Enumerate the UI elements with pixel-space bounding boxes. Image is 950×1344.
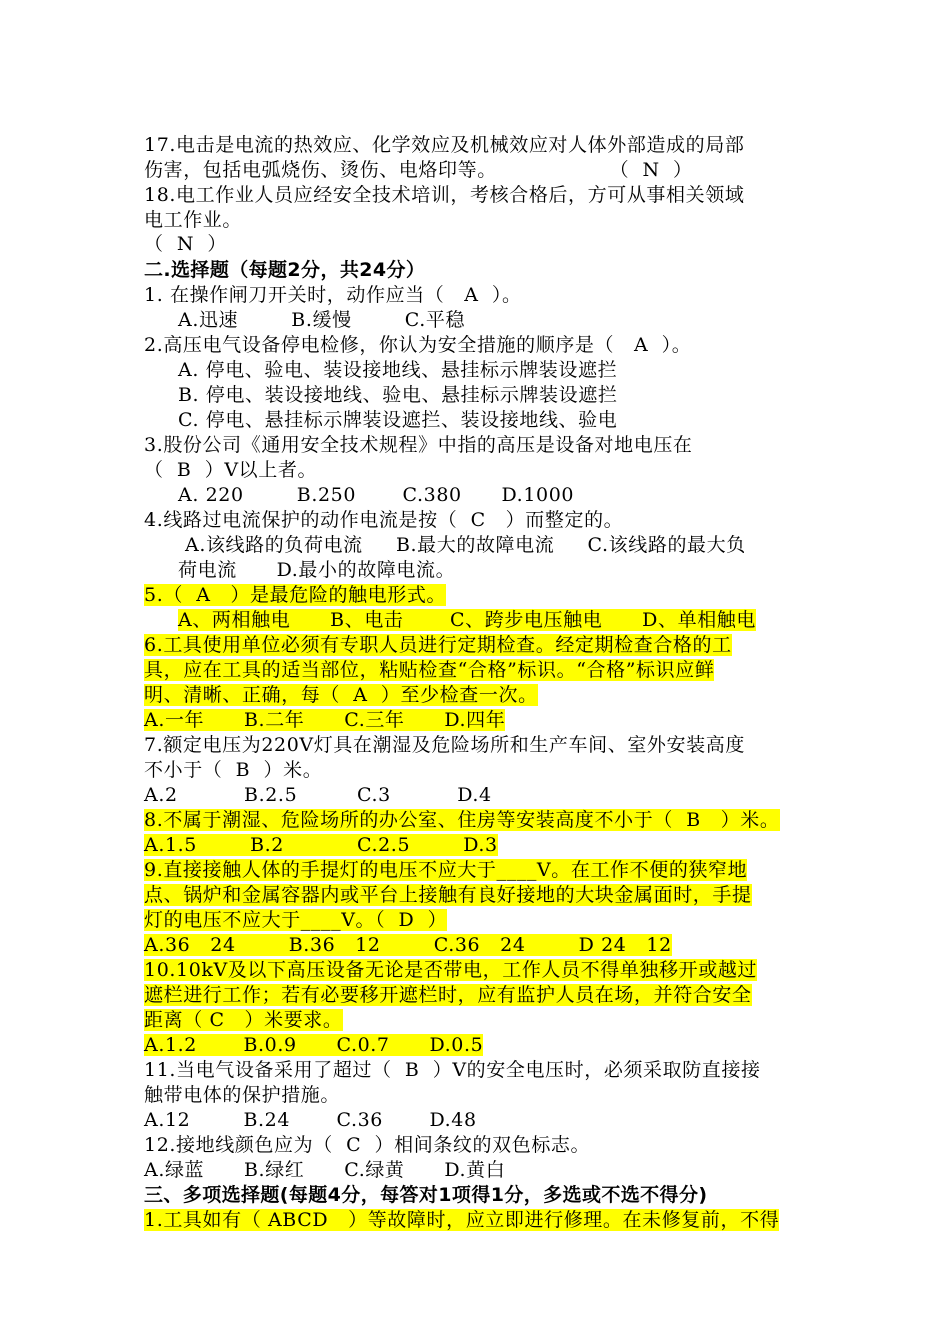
mc3-question-2: （ B ）V以上者。 xyxy=(144,459,318,481)
highlight: A.1.5 B.2 C.2.5 D.3 xyxy=(144,834,498,856)
highlight: 明、清晰、正确，每（ A ）至少检查一次。 xyxy=(144,684,538,706)
mc7-question-2: 不小于（ B ）米。 xyxy=(144,759,323,781)
mc9-options xyxy=(144,933,672,958)
mc2-option-c: C. 停电、悬挂标示牌装设遮拦、装设接地线、验电 xyxy=(178,409,618,431)
highlight: 9.直接接触人体的手提灯的电压不应大于____V。在工作不便的狭窄地 xyxy=(144,859,748,881)
mc6-question-2 xyxy=(144,658,714,683)
highlight: 遮栏进行工作；若有必要移开遮栏时，应有监护人员在场，并符合安全 xyxy=(144,984,752,1006)
q17-line-1: 17.电击是电流的热效应、化学效应及机械效应对人体外部造成的局部 xyxy=(144,134,745,156)
mc3-question-1: 3.股份公司《通用安全技术规程》中指的高压是设备对地电压在 xyxy=(144,434,693,456)
mc6-options xyxy=(144,708,505,733)
mc1-question: 1. 在操作闸刀开关时，动作应当（ A ）。 xyxy=(144,284,522,306)
mc10-options xyxy=(144,1033,483,1058)
mc12-options: A.绿蓝 B.绿红 C.绿黄 D.黄白 xyxy=(144,1159,506,1181)
mc12-question: 12.接地线颜色应为（ C ）相间条纹的双色标志。 xyxy=(144,1134,591,1156)
highlight: 6.工具使用单位必须有专职人员进行定期检查。经定期检查合格的工 xyxy=(144,634,732,656)
mc10-question-3 xyxy=(144,1008,343,1033)
highlight: 5.（ A ）是最危险的触电形式。 xyxy=(144,584,447,606)
q18-line-2: 电工作业。 xyxy=(144,209,243,231)
mc6-question-3 xyxy=(144,683,538,708)
mc11-question-1: 11.当电气设备采用了超过（ B ）V的安全电压时，必须采取防直接接 xyxy=(144,1059,761,1081)
mc6-question-1 xyxy=(144,633,732,658)
highlight: 灯的电压不应大于____V。（ D ） xyxy=(144,909,448,931)
highlight: 8.不属于潮湿、危险场所的办公室、住房等安装高度不小于（ B ）米。 xyxy=(144,809,780,831)
mc3-options: A. 220 B.250 C.380 D.1000 xyxy=(178,484,575,506)
mc7-options: A.2 B.2.5 C.3 D.4 xyxy=(144,784,492,806)
mc4-question: 4.线路过电流保护的动作电流是按（ C ）而整定的。 xyxy=(144,509,624,531)
highlight: A.36 24 B.36 12 C.36 24 D 24 12 xyxy=(144,934,672,956)
mc4-options-2: 荷电流 D.最小的故障电流。 xyxy=(178,559,456,581)
mc1-options: A.迅速 B.缓慢 C.平稳 xyxy=(178,309,466,331)
mc10-question-2 xyxy=(144,983,752,1008)
highlight: 10.10kV及以下高压设备无论是否带电，工作人员不得单独移开或越过 xyxy=(144,959,758,981)
mc11-options: A.12 B.24 C.36 D.48 xyxy=(144,1109,477,1131)
mc8-question xyxy=(144,808,780,833)
highlight: 具，应在工具的适当部位，粘贴检查“合格”标识。“合格”标识应鲜 xyxy=(144,659,715,681)
highlight: 1.工具如有（ ABCD ）等故障时，应立即进行修理。在未修复前，不得 xyxy=(144,1209,780,1231)
mc4-options-1: A.该线路的负荷电流 B.最大的故障电流 C.该线路的最大负 xyxy=(185,534,746,556)
section-2-heading: 二.选择题（每题2分，共24分） xyxy=(144,259,426,281)
mc7-question-1: 7.额定电压为220V灯具在潮湿及危险场所和生产车间、室外安装高度 xyxy=(144,734,745,756)
mc11-question-2: 触带电体的保护措施。 xyxy=(144,1084,341,1106)
q18-line-1: 18.电工作业人员应经安全技术培训，考核合格后，方可从事相关领域 xyxy=(144,184,745,206)
mc5-question xyxy=(144,583,446,608)
highlight: A.1.2 B.0.9 C.0.7 D.0.5 xyxy=(144,1034,484,1056)
section-3-heading: 三、多项选择题(每题4分，每答对1项得1分，多选或不选不得分) xyxy=(144,1184,708,1206)
mc9-question-2 xyxy=(144,883,752,908)
mc2-option-a: A. 停电、验电、装设接地线、悬挂标示牌装设遮拦 xyxy=(178,359,618,381)
mc10-question-1 xyxy=(144,958,757,983)
mc9-question-3 xyxy=(144,908,447,933)
highlight: 距离（ C ）米要求。 xyxy=(144,1009,343,1031)
highlight: A.一年 B.二年 C.三年 D.四年 xyxy=(144,709,506,731)
highlight: A、两相触电 B、电击 C、跨步电压触电 D、单相触电 xyxy=(178,609,757,631)
mc2-question: 2.高压电气设备停电检修，你认为安全措施的顺序是（ A ）。 xyxy=(144,334,692,356)
highlight: 点、锅炉和金属容器内或平台上接触有良好接地的大块金属面时，手提 xyxy=(144,884,752,906)
mc2-option-b: B. 停电、装设接地线、验电、悬挂标示牌装设遮拦 xyxy=(178,384,618,406)
q17-line-2: 伤害，包括电弧烧伤、烫伤、电烙印等。 （ N ） xyxy=(144,159,693,181)
q18-answer: （ N ） xyxy=(144,233,227,255)
mc9-question-1 xyxy=(144,858,747,883)
mc5-options xyxy=(178,608,756,633)
mc8-options xyxy=(144,833,498,858)
multi1-question xyxy=(144,1208,779,1233)
